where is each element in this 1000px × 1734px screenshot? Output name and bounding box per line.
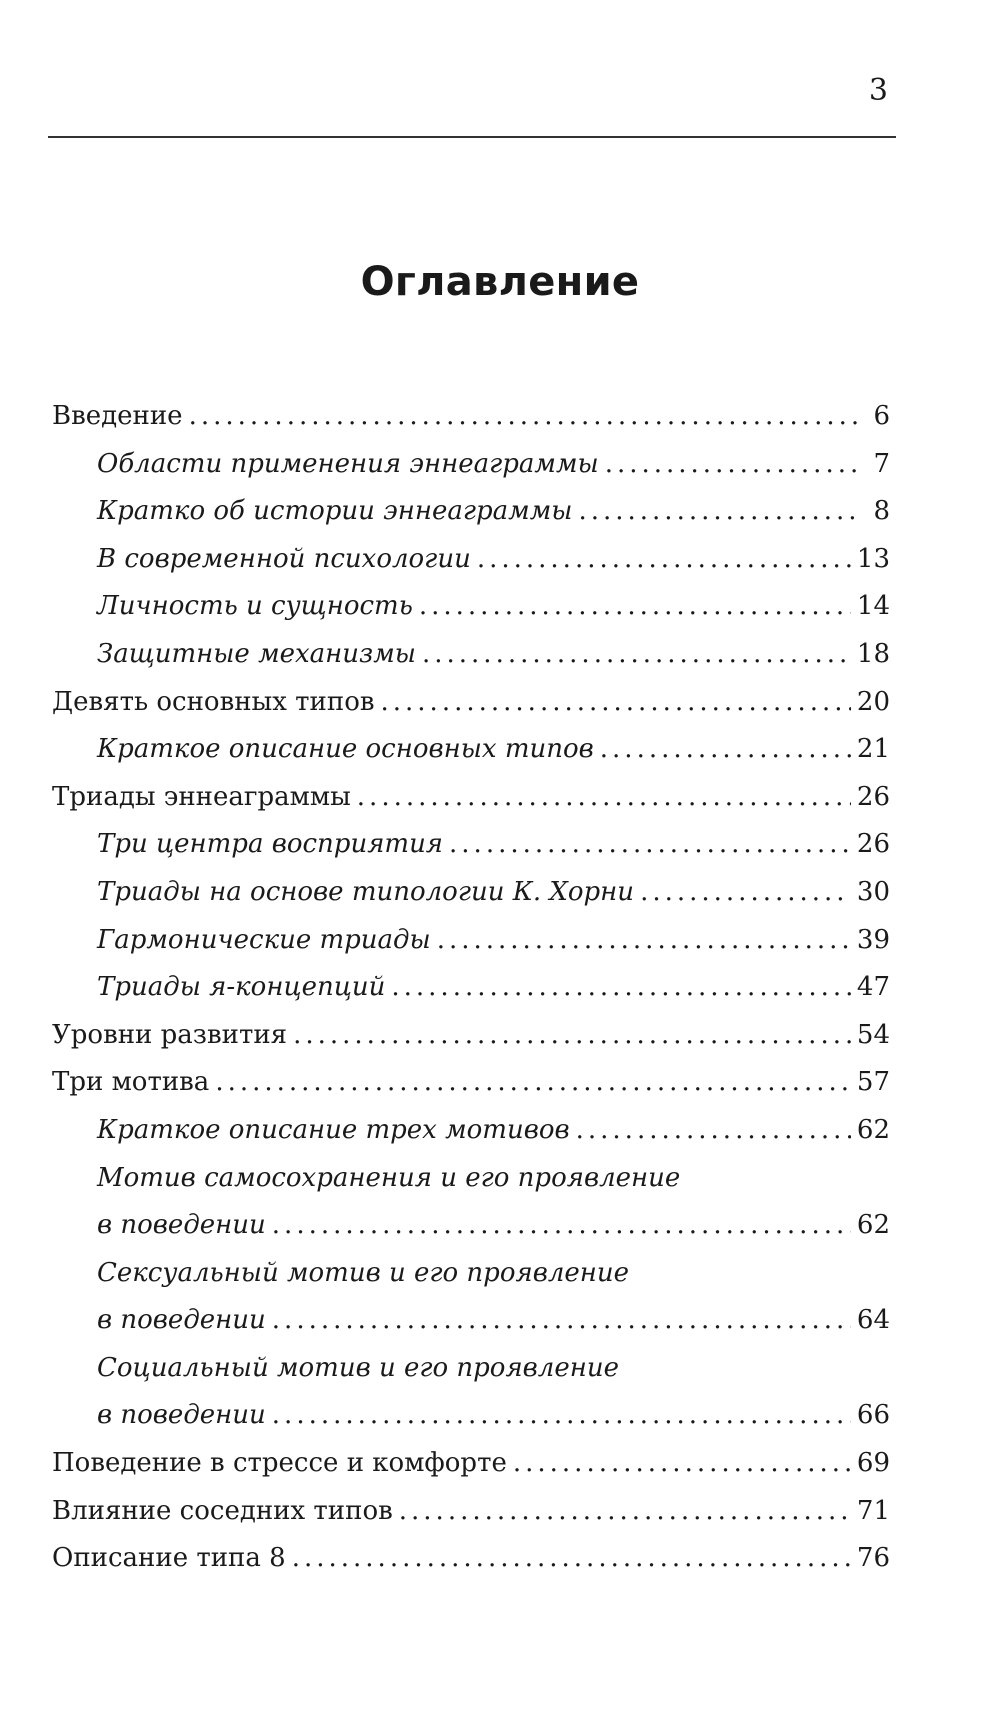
toc-entry — [52, 441, 890, 489]
toc-entry — [52, 631, 890, 679]
toc-leader-dots — [189, 393, 860, 441]
toc-entry-title: Триады я-концепций — [97, 972, 386, 1003]
toc-entry-title: Девять основных типов — [52, 686, 375, 717]
toc-entry-title: Области применения эннеаграммы — [97, 448, 599, 479]
toc-entry-title: Краткое описание трех мотивов — [97, 1114, 570, 1145]
toc-entry-title: Сексуальный мотив и его проявление — [97, 1257, 630, 1288]
toc-entry-title: Триады на основе типологии К. Хорни — [97, 876, 635, 907]
toc-entry-page: 54 — [856, 1019, 890, 1050]
toc-entry-page: 26 — [856, 781, 890, 812]
toc-entry-continuation — [52, 1202, 890, 1250]
toc-entry-page: 62 — [856, 1114, 890, 1145]
toc-entry-page: 13 — [856, 543, 890, 574]
toc-entry-title: Триады эннеаграммы — [52, 781, 351, 812]
toc-entry — [52, 1488, 890, 1536]
toc-entry — [52, 488, 890, 536]
toc-entry — [52, 536, 890, 584]
toc-entry — [52, 1059, 890, 1107]
toc-entry-page: 76 — [856, 1543, 890, 1574]
toc-entry-page: 57 — [856, 1067, 890, 1098]
toc-entry — [52, 393, 890, 441]
toc-entry — [52, 1535, 890, 1583]
toc-entry — [52, 1250, 890, 1298]
toc-entry-title: Три мотива — [52, 1067, 210, 1098]
toc-entry — [52, 1107, 890, 1155]
toc-leader-dots — [419, 583, 851, 631]
toc-entry-page: 18 — [856, 638, 890, 669]
toc-entry-title-continuation: в поведении — [97, 1210, 266, 1241]
toc-leader-dots — [576, 1107, 851, 1155]
toc-entry-continuation — [52, 1297, 890, 1345]
toc-entry-page: 8 — [873, 496, 890, 527]
toc-entry — [52, 726, 890, 774]
toc-entry-page: 21 — [856, 734, 890, 765]
toc-leader-dots — [399, 1488, 851, 1536]
toc-leader-dots — [513, 1440, 851, 1488]
toc-entry-page: 30 — [856, 876, 890, 907]
toc-entry-page: 47 — [856, 972, 890, 1003]
toc-leader-dots — [640, 869, 851, 917]
toc-entry — [52, 917, 890, 965]
toc-entry — [52, 1012, 890, 1060]
toc-entry-title: Уровни развития — [52, 1019, 288, 1050]
toc-leader-dots — [578, 488, 860, 536]
toc-entry-page: 26 — [856, 829, 890, 860]
toc-entry — [52, 774, 890, 822]
toc-entry — [52, 1155, 890, 1203]
toc-entry — [52, 821, 890, 869]
toc-leader-dots — [272, 1392, 851, 1440]
toc-entry-title: В современной психологии — [97, 543, 471, 574]
toc-leader-dots — [449, 821, 851, 869]
toc-entry-title: Влияние соседних типов — [52, 1495, 393, 1526]
toc-entry-title-continuation: в поведении — [97, 1400, 266, 1431]
toc-entry-title: Социальный мотив и его проявление — [97, 1352, 620, 1383]
toc-entry-page: 39 — [856, 924, 890, 955]
page-number: 3 — [868, 73, 888, 108]
toc-entry-title: Защитные механизмы — [97, 638, 416, 669]
toc-entry — [52, 1440, 890, 1488]
toc-entry-title: Краткое описание основных типов — [97, 734, 594, 765]
toc-entry — [52, 964, 890, 1012]
toc-leader-dots — [391, 964, 851, 1012]
toc-entry-page: 69 — [856, 1448, 890, 1479]
toc-entry — [52, 583, 890, 631]
toc-entry-page: 7 — [873, 448, 890, 479]
toc-entry-page: 20 — [856, 686, 890, 717]
toc-entry-title: Поведение в стрессе и комфорте — [52, 1448, 507, 1479]
toc-leader-dots — [477, 536, 851, 584]
toc-entry-page: 14 — [856, 591, 890, 622]
toc-leader-dots — [381, 679, 851, 727]
toc-leader-dots — [293, 1012, 851, 1060]
table-of-contents — [52, 393, 890, 1583]
toc-entry-title: Три центра восприятия — [97, 829, 444, 860]
toc-entry-title: Мотив самосохранения и его проявление — [97, 1162, 681, 1193]
toc-entry-page: 66 — [856, 1400, 890, 1431]
toc-entry-page: 71 — [856, 1495, 890, 1526]
toc-leader-dots — [272, 1297, 851, 1345]
toc-entry-title-continuation: в поведении — [97, 1305, 266, 1336]
toc-leader-dots — [292, 1535, 851, 1583]
toc-entry-page: 6 — [873, 401, 890, 431]
toc-entry-title: Личность и сущность — [97, 591, 413, 622]
toc-entry-continuation — [52, 1392, 890, 1440]
toc-entry-title: Описание типа 8 — [52, 1543, 286, 1574]
toc-leader-dots — [357, 774, 851, 822]
toc-entry-page: 64 — [856, 1305, 890, 1336]
toc-leader-dots — [422, 631, 851, 679]
toc-entry — [52, 1345, 890, 1393]
toc-entry — [52, 869, 890, 917]
page-title: Оглавление — [360, 259, 640, 305]
toc-leader-dots — [272, 1202, 851, 1250]
toc-entry-title: Кратко об истории эннеаграммы — [97, 496, 573, 527]
header-rule — [48, 136, 896, 138]
toc-entry-title: Гармонические триады — [97, 924, 431, 955]
toc-leader-dots — [215, 1059, 851, 1107]
toc-leader-dots — [437, 917, 851, 965]
toc-entry-page: 62 — [856, 1210, 890, 1241]
toc-entry — [52, 679, 890, 727]
toc-entry-title: Введение — [52, 401, 183, 431]
toc-leader-dots — [600, 726, 851, 774]
toc-leader-dots — [605, 441, 860, 489]
